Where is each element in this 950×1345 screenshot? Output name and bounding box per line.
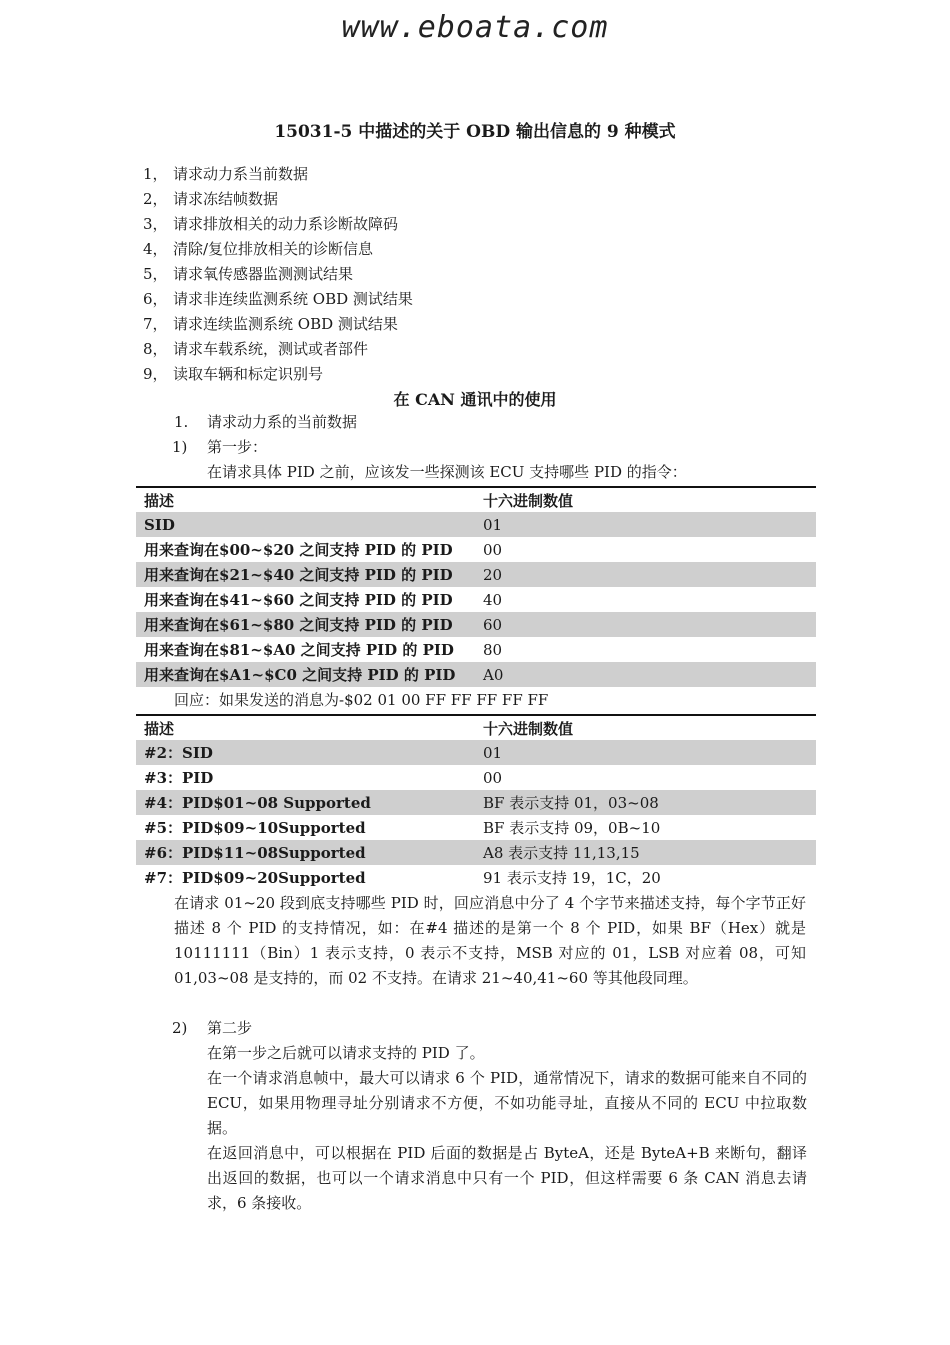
list-item [143,337,413,362]
table-cell: #6：PID$11~08Supported [136,840,475,865]
item-text: 请求动力系的当前数据 [207,413,358,431]
list-item [143,287,413,312]
table-cell: BF 表示支持 09，0B~10 [483,819,661,837]
list-text: 请求氧传感器监测测试结果 [173,265,354,283]
table-row [136,815,816,840]
table-row [136,562,816,587]
step-title: 第二步 [207,1019,253,1037]
response-line: 回应：如果发送的消息为-$02 01 00 FF FF FF FF FF [174,691,549,709]
table-cell: 用来查询在$41~$60 之间支持 PID 的 PID [144,591,453,609]
watermark-url: www.eboata.com [341,10,609,45]
table-row [136,637,816,662]
table-cell: #5：PID$09~10Supported [144,819,366,837]
column-header: 十六进制数值 [475,487,816,512]
mode-list [143,162,413,387]
list-number: 4， [143,240,168,258]
column-header: 描述 [136,487,475,512]
table-cell: 40 [483,590,503,609]
list-item [143,212,413,237]
table-header-row [136,487,816,512]
table-row [136,765,816,790]
list-number: 7， [143,315,168,333]
table-cell: A0 [475,662,816,687]
list-text: 请求动力系当前数据 [173,165,309,183]
table-cell: SID [136,512,475,537]
list-text: 请求非连续监测系统 OBD 测试结果 [173,290,413,308]
table-row [136,662,816,687]
item-number: 1. [174,413,189,431]
explanation-paragraph: 在请求 01~20 段到底支持哪些 PID 时，回应消息中分了 4 个字节来描述支持，每个字节正好描述 8 个 PID 的支持情况，如：在#4 描述的是第一个 8 个 PID，如果 BF（Hex）就是 10111111（Bin）1 表示支持，0 表示不支持，MSB 对应的 01，LSB 对应着 08，可知 01,03~08 是支持的，而 02 不支持。在请求 21~40,41~60 等其他段同理。 [174,894,806,987]
table-cell: #3：PID [144,769,214,787]
table-cell: 20 [475,562,816,587]
table-cell: #4：PID$01~08 Supported [136,790,475,815]
column-header: 十六进制数值 [475,715,816,740]
table-cell: 用来查询在$81~$A0 之间支持 PID 的 PID [144,641,454,659]
table-cell: 01 [475,740,816,765]
table-row [136,865,816,890]
table-row [136,537,816,562]
list-number: 6， [143,290,168,308]
step-number: 1) [172,438,188,456]
pid-response-table [136,714,816,890]
step-number: 2) [172,1019,188,1037]
list-text: 请求连续监测系统 OBD 测试结果 [173,315,398,333]
table-cell: #2：SID [136,740,475,765]
table-cell: 00 [483,540,503,559]
list-item [143,312,413,337]
table-cell: 60 [475,612,816,637]
list-number: 2， [143,190,168,208]
table-row [136,790,816,815]
table-row [136,840,816,865]
list-text: 请求车载系统，测试或者部件 [173,340,369,358]
step-description: 在请求具体 PID 之前，应该发一些探测该 ECU 支持哪些 PID 的指令： [207,463,687,481]
table-cell: 用来查询在$00~$20 之间支持 PID 的 PID [144,541,453,559]
table-cell: 用来查询在$A1~$C0 之间支持 PID 的 PID [136,662,475,687]
list-number: 1， [143,165,168,183]
list-number: 9， [143,365,168,383]
step2-paragraph-2: 在一个请求消息帧中，最大可以请求 6 个 PID，通常情况下，请求的数据可能来自不同的 ECU，如果用物理寻址分别请求不方便，不如功能寻址，直接从不同的 ECU 中拉取数据。 [207,1069,807,1137]
table-header-row [136,715,816,740]
table-cell: A8 表示支持 11,13,15 [475,840,816,865]
step-title: 第一步： [207,438,268,456]
list-item [143,362,413,387]
column-header: 描述 [136,715,475,740]
list-item [143,262,413,287]
list-text: 清除/复位排放相关的诊断信息 [173,240,374,258]
table-row [136,740,816,765]
list-item [143,237,413,262]
table-row [136,587,816,612]
list-number: 8， [143,340,168,358]
table-row [136,612,816,637]
table-cell: 用来查询在$61~$80 之间支持 PID 的 PID [136,612,475,637]
table-cell: #7：PID$09~20Supported [144,869,366,887]
list-number: 5， [143,265,168,283]
step2-paragraph-3: 在返回消息中，可以根据在 PID 后面的数据是占 ByteA，还是 ByteA+B 来断句，翻译出返回的数据，也可以一个请求消息中只有一个 PID，但这样需要 6 条 CAN 消息去请求，6 条接收。 [207,1144,807,1212]
step2-paragraph-1: 在第一步之后就可以请求支持的 PID 了。 [207,1044,485,1062]
list-text: 读取车辆和标定识别号 [173,365,324,383]
table-cell: 91 表示支持 19，1C，20 [483,869,661,887]
list-text: 请求排放相关的动力系诊断故障码 [173,215,399,233]
list-item [143,187,413,212]
list-text: 请求冻结帧数据 [173,190,279,208]
table-cell: 80 [483,640,503,659]
section-heading: 在 CAN 通讯中的使用 [393,390,557,409]
table-cell: 00 [483,768,503,787]
table-row [136,512,816,537]
list-item [143,162,413,187]
table-cell: 用来查询在$21~$40 之间支持 PID 的 PID [136,562,475,587]
list-number: 3， [143,215,168,233]
table-cell: BF 表示支持 01，03~08 [475,790,816,815]
document-title: 15031-5 中描述的关于 OBD 输出信息的 9 种模式 [274,122,676,142]
table-cell: 01 [475,512,816,537]
pid-query-table [136,486,816,687]
